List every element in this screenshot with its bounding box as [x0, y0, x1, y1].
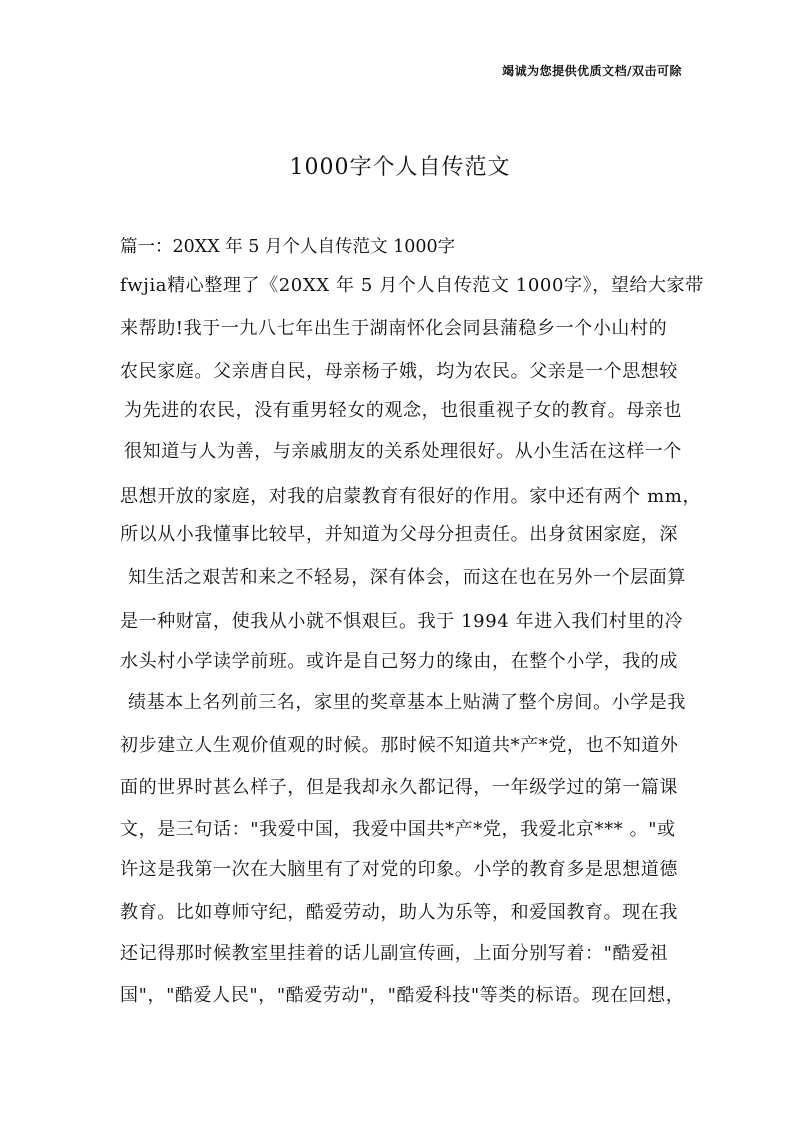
body-line: 很知道与人为善，与亲戚朋友的关系处理很好。从小生活在这样一个	[124, 441, 682, 462]
body-line: 思想开放的家庭，对我的启蒙教育有很好的作用。家中还有两个 mm，	[120, 486, 702, 507]
body-line: 面的世界时甚么样子，但是我却永久都记得，一年级学过的第一篇课	[120, 777, 678, 798]
body-line: 文，是三句话："我爱中国，我爱中国共*产*党，我爱北京*** 。"或	[120, 819, 676, 840]
body-line: 知生活之艰苦和来之不轻易，深有体会，而这在也在另外一个层面算	[128, 567, 686, 588]
body-line: fwjia精心整理了《20XX 年 5 月个人自传范文 1000字》，望给大家带	[120, 275, 704, 296]
body-line: 初步建立人生观价值观的时候。那时候不知道共*产*党，也不知道外	[120, 735, 679, 756]
section-heading: 篇一：20XX 年 5 月个人自传范文 1000字	[120, 237, 456, 257]
body-line: 农民家庭。父亲唐自民，母亲杨子娥，均为农民。父亲是一个思想较	[120, 361, 678, 382]
header-note: 竭诚为您提供优质文档/双击可除	[502, 64, 682, 78]
body-line: 为先进的农民，没有重男轻女的观念，也很重视子女的教育。母亲也	[124, 400, 682, 421]
body-line: 国"，"酷爱人民"，"酷爱劳动"，"酷爱科技"等类的标语。现在回想，	[120, 985, 685, 1006]
body-line: 所以从小我懂事比较早，并知道为父母分担责任。出身贫困家庭，深	[120, 524, 678, 545]
body-line: 还记得那时候教室里挂着的话儿副宣传画，上面分别写着："酷爱祖	[120, 943, 669, 964]
body-line: 绩基本上名列前三名，家里的奖章基本上贴满了整个房间。小学是我	[128, 692, 686, 713]
body-line: 来帮助!我于一九八七年出生于湖南怀化会同县蒲稳乡一个小山村的	[120, 318, 668, 339]
body-line: 许这是我第一次在大脑里有了对党的印象。小学的教育多是思想道德	[120, 859, 678, 880]
document-title: 1000字个人自传范文	[289, 155, 511, 180]
body-line: 水头村小学读学前班。或许是自己努力的缘由，在整个小学，我的成	[120, 651, 678, 672]
body-line: 是一种财富，使我从小就不惧艰巨。我于 1994 年进入我们村里的冷	[120, 611, 684, 632]
body-line: 教育。比如尊师守纪，酷爱劳动，助人为乐等，和爱国教育。现在我	[120, 902, 678, 923]
